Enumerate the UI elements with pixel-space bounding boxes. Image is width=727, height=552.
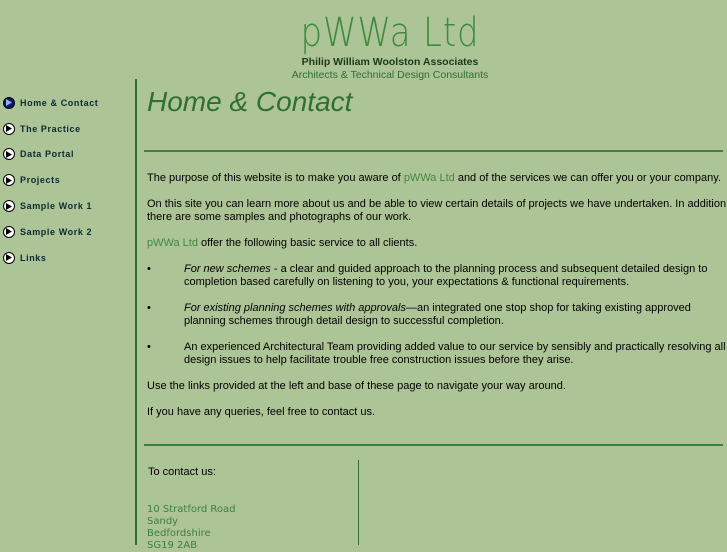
sidebar-item-label: Projects — [20, 175, 61, 186]
sidebar-item-sample-work-1[interactable] — [3, 193, 133, 219]
site-logo[interactable]: pWWa Ltd — [300, 10, 480, 56]
sidebar-item-data-portal[interactable] — [3, 142, 133, 168]
services-list — [147, 263, 727, 367]
queries-paragraph: If you have any queries, feel free to contact us. — [147, 406, 376, 418]
play-arrow-icon — [3, 200, 15, 212]
play-arrow-icon — [3, 252, 15, 264]
company-tagline: Architects & Technical Design Consultants — [291, 69, 489, 81]
services-intro-paragraph: pWWa Ltd offer the following basic service to all clients. — [147, 237, 418, 249]
sidebar-item-the-practice[interactable] — [3, 116, 133, 142]
sidebar-item-label: Links — [20, 252, 47, 263]
address-line: SG19 2AB — [147, 540, 198, 551]
intro-paragraph: The purpose of this website is to make you aware of pWWa Ltd and of the services we can offer you or your company. — [147, 172, 721, 184]
sidebar-item-sample-work-2[interactable] — [3, 219, 133, 245]
play-arrow-icon — [3, 97, 15, 109]
navigation-paragraph: Use the links provided at the left and base of these page to navigate your way around. — [147, 380, 566, 392]
play-arrow-icon — [3, 174, 15, 186]
sidebar-item-label: Sample Work 1 — [20, 201, 93, 212]
address-line: Bedfordshire — [147, 528, 211, 539]
sidebar-item-home-contact[interactable] — [3, 90, 133, 116]
title-divider — [144, 150, 723, 152]
company-link[interactable]: pWWa Ltd — [147, 237, 198, 249]
sidebar-item-links[interactable] — [3, 245, 133, 271]
list-item: • For new schemes - a clear and guided approach to the planning process and subsequent detailed design to completion based carefully on listening to you, your expectations & functional requirements. — [147, 263, 727, 289]
sidebar-item-projects[interactable] — [3, 167, 133, 193]
play-arrow-icon — [3, 123, 15, 135]
contact-heading: To contact us: — [148, 466, 216, 478]
list-item: • For existing planning schemes with approvals—an integrated one stop shop for taking existing approved planning schemes through detail design to successful completion. — [147, 302, 727, 328]
about-paragraph: On this site you can learn more about us and be able to view certain details of projects we have undertaken. In addition there are some samples and photographs of our work. — [147, 198, 727, 223]
sidebar-item-label: The Practice — [20, 123, 81, 134]
company-link[interactable]: pWWa Ltd — [403, 172, 455, 184]
contact-divider — [358, 460, 359, 545]
address-line: Sandy — [147, 516, 179, 527]
site-header — [0, 0, 727, 85]
main-content — [147, 172, 727, 432]
content-divider — [144, 444, 723, 446]
sidebar-item-label: Sample Work 2 — [20, 226, 93, 237]
page-title: Home & Contact — [147, 86, 353, 117]
sidebar-divider — [135, 79, 137, 545]
play-arrow-icon — [3, 148, 15, 160]
address-line: 10 Stratford Road — [147, 504, 236, 515]
sidebar-nav — [3, 90, 133, 271]
play-arrow-icon — [3, 226, 15, 238]
sidebar-item-label: Data Portal — [20, 149, 75, 160]
list-item: • An experienced Architectural Team providing added value to our service by sensibly and practically resolving all design issues to help facilitate trouble free construction issues before they arise. — [147, 341, 727, 367]
sidebar-item-label: Home & Contact — [20, 97, 99, 108]
company-name: Philip William Woolston Associates — [301, 56, 479, 68]
